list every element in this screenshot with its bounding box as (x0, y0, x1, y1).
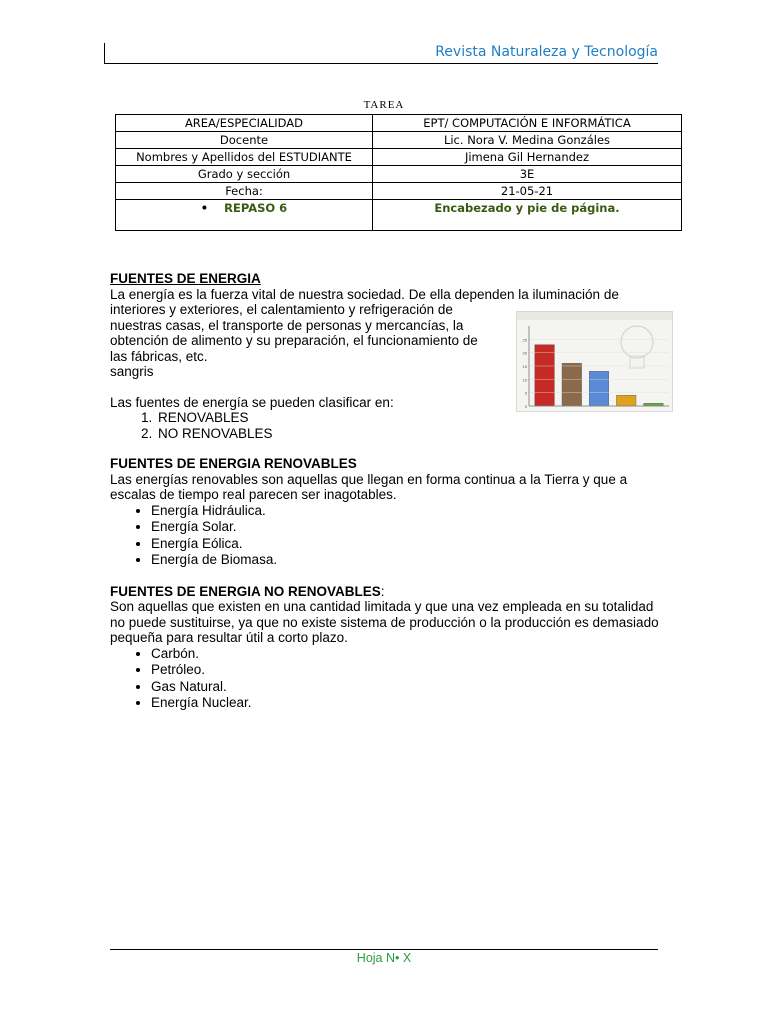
table-cell-value: Encabezado y pie de página. (373, 200, 682, 231)
renovables-text: Las energías renovables son aquellas que llegan en forma continua a la Tierra y que a escalas de tiempo real parecen ser inagotables. (110, 471, 628, 502)
footer-page-number: Hoja N• X (356, 951, 412, 965)
repaso-label: REPASO 6 (224, 201, 288, 215)
list-item: • Energía Eólica. (151, 536, 670, 553)
renovables-list (110, 503, 670, 569)
bullet-icon: • (200, 201, 209, 215)
assignment-info-table (115, 114, 682, 231)
list-item: • Energía de Biomasa. (151, 552, 670, 569)
section-heading-renovables: FUENTES DE ENERGIA RENOVABLES (110, 456, 357, 471)
intro-line: La energía es la fuerza vital de nuestra sociedad. De ella dependen la iluminación de (110, 286, 619, 302)
list-item: • Energía Solar. (151, 519, 670, 536)
table-row (116, 132, 682, 149)
classify-list (110, 410, 670, 441)
table-cell-label (116, 200, 373, 231)
table-cell-value: Lic. Nora V. Medina Gonzáles (373, 132, 682, 149)
header-rule (104, 63, 658, 64)
list-item: • Energía Nuclear. (151, 695, 670, 712)
table-row (116, 166, 682, 183)
table-cell-value: 21-05-21 (373, 183, 682, 200)
y-tick-label: 10 (522, 377, 527, 383)
list-item: • Gas Natural. (151, 679, 670, 696)
table-cell-label: Grado y sección (116, 166, 373, 183)
classify-text: Las fuentes de energía se pueden clasificar en: (110, 394, 394, 410)
main-content (110, 271, 670, 712)
heading-text: FUENTES DE ENERGIA NO RENOVABLES (110, 583, 381, 599)
y-tick-label: 25 (522, 337, 527, 343)
no-renovables-list (110, 646, 670, 712)
no-renovables-text: Son aquellas que existen en una cantidad limitada y que una vez empleada en su totalidad no puede sustituirse, ya que no existe sistema de producción o la producción es demasiado pequeña para resultar útil a corto plazo. (110, 599, 659, 645)
intro-line: obtención de alimento y su preparación, el funcionamiento de (110, 333, 478, 348)
intro-line: las fábricas, etc. (110, 348, 208, 364)
section-heading-fuentes: FUENTES DE ENERGIA (110, 271, 261, 286)
table-row (116, 115, 682, 132)
table-row (116, 183, 682, 200)
intro-line: interiores y exteriores, el calentamiento y refrigeración de (110, 302, 453, 317)
table-row (116, 200, 682, 231)
table-cell-label: Nombres y Apellidos del ESTUDIANTE (116, 149, 373, 166)
list-item: • Petróleo. (151, 662, 670, 679)
list-item: • Carbón. (151, 646, 670, 663)
section-heading-no-renovables: FUENTES DE ENERGIA NO RENOVABLES: (110, 583, 385, 599)
table-cell-label: Docente (116, 132, 373, 149)
table-row (116, 149, 682, 166)
tarea-title: TAREA (363, 99, 405, 111)
header-vertical-rule (104, 43, 105, 64)
y-tick-label: 20 (522, 350, 527, 356)
list-item: 2. NO RENOVABLES (156, 426, 670, 442)
table-cell-value: EPT/ COMPUTACIÓN E INFORMÁTICA (373, 115, 682, 132)
intro-line: sangris (110, 364, 154, 379)
intro-line: nuestras casas, el transporte de personas y mercancías, la (110, 317, 464, 333)
table-cell-label: AREA/ESPECIALIDAD (116, 115, 373, 132)
y-tick-label: 5 (524, 390, 527, 396)
table-cell-label: Fecha: (116, 183, 373, 200)
header-title: Revista Naturaleza y Tecnología (435, 44, 658, 60)
list-item: 1. RENOVABLES (156, 410, 670, 426)
list-item: • Energía Hidráulica. (151, 503, 670, 520)
table-cell-value: Jimena Gil Hernandez (373, 149, 682, 166)
table-cell-value: 3E (373, 166, 682, 183)
y-tick-label: 0 (524, 404, 527, 409)
y-tick-label: 15 (522, 364, 527, 369)
footer-rule (110, 949, 658, 950)
